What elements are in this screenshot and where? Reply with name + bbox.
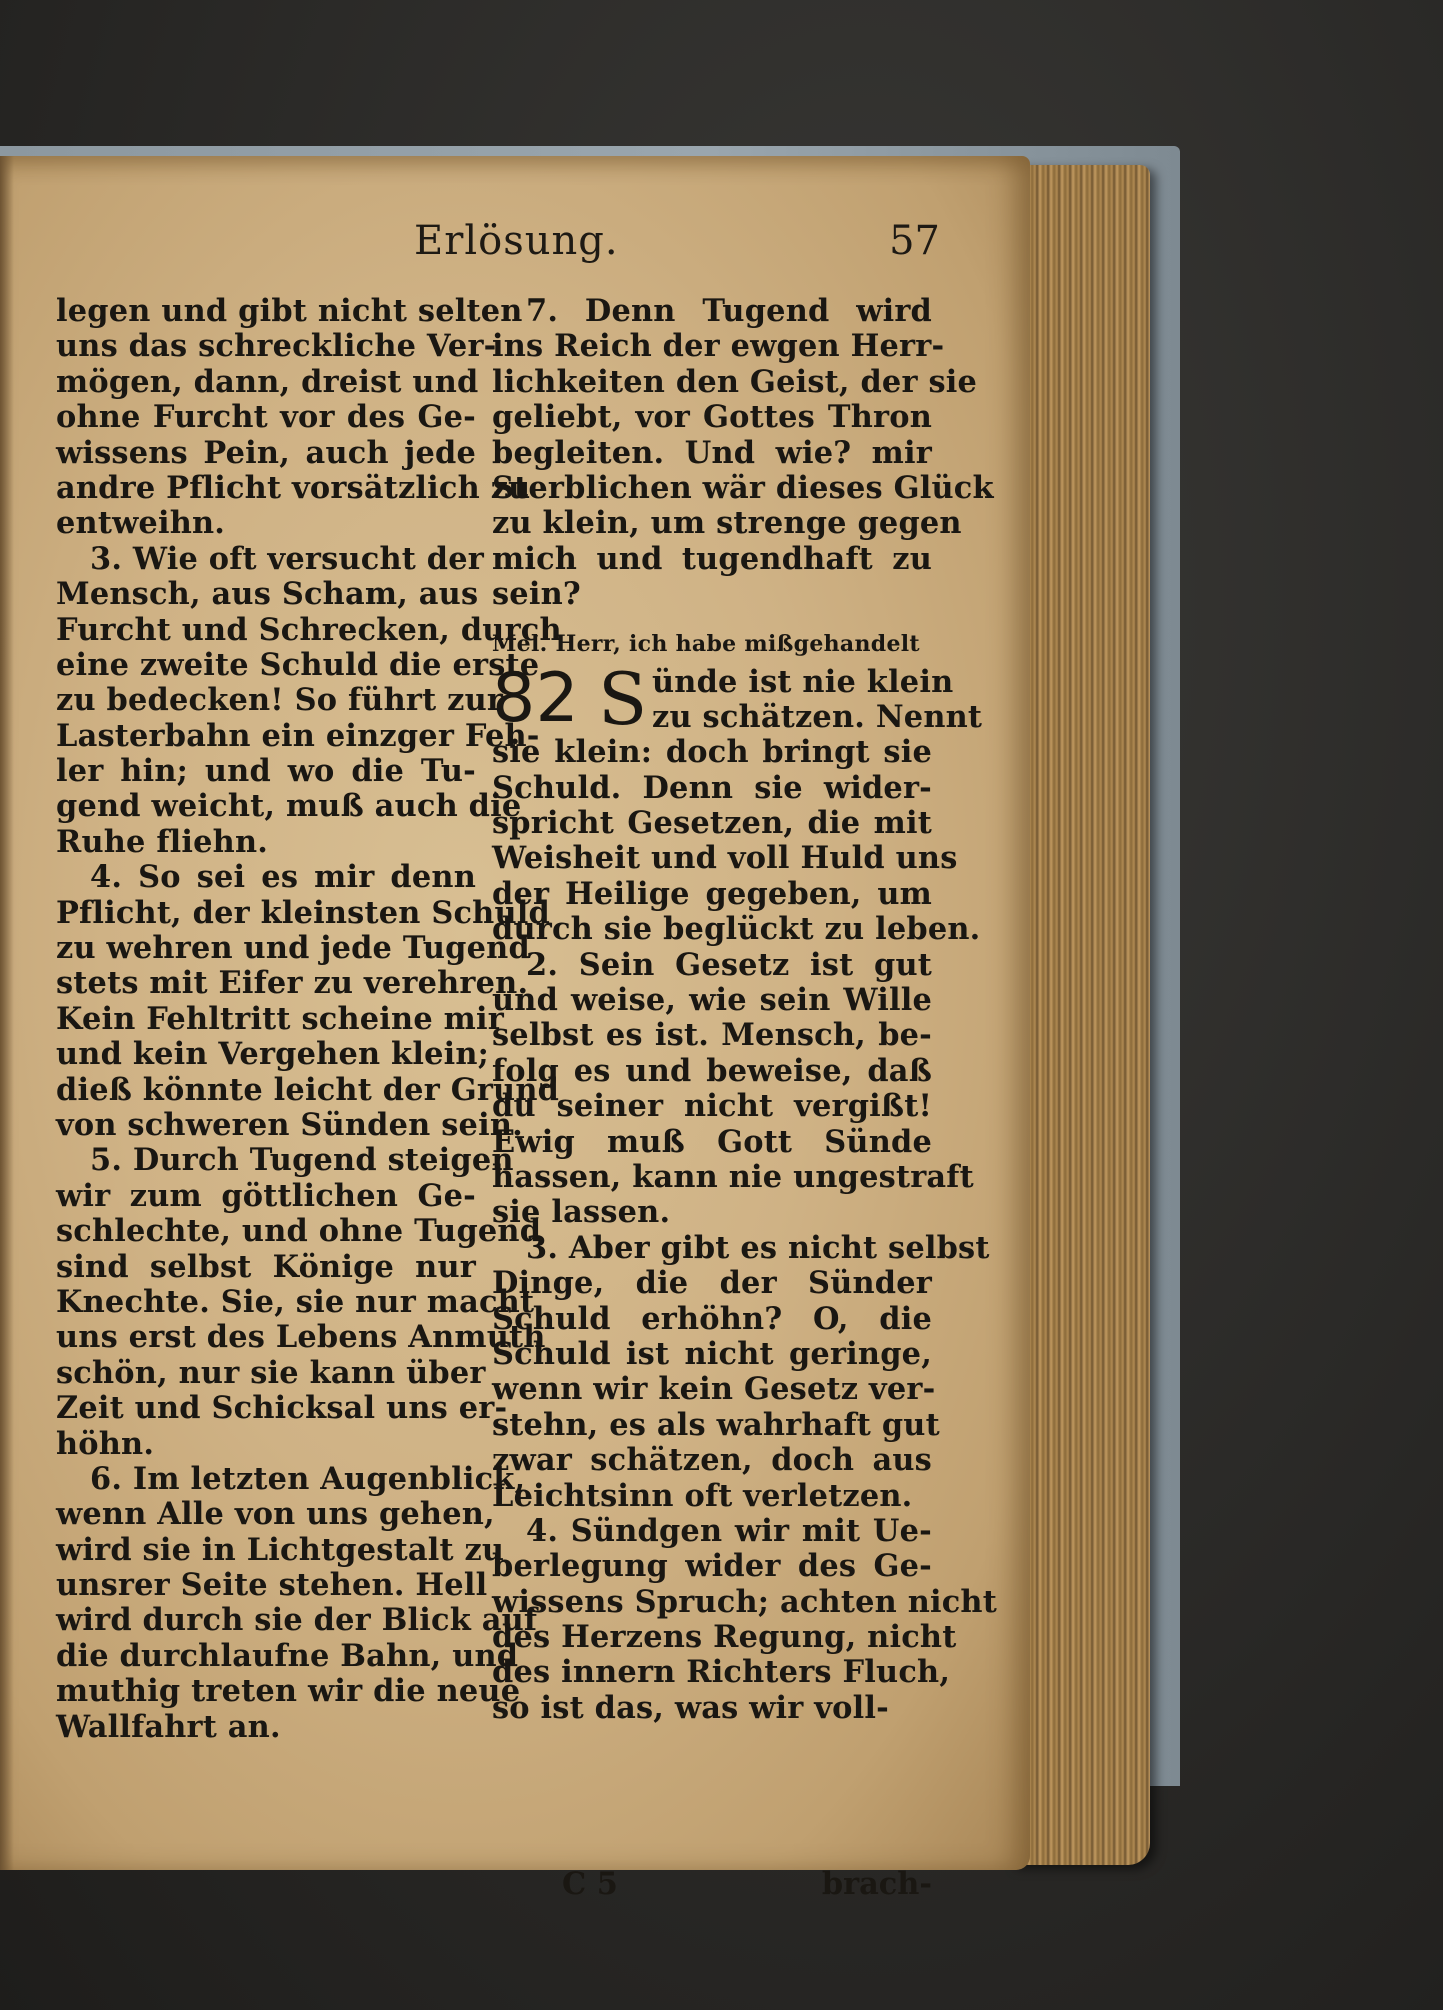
text-line: höhn. (56, 1425, 155, 1462)
text-line: Kein Fehltritt scheine mir (56, 1000, 504, 1037)
text-line: gend weicht, muß auch die (56, 788, 522, 825)
text-line: Knechte. Sie, sie nur macht (56, 1283, 535, 1320)
text-line: mögen, dann, dreist und (56, 363, 479, 400)
text-line: von schweren Sünden sein. (56, 1106, 523, 1143)
text-line: ler hin; und wo die Tu- (56, 753, 476, 790)
text-line: ohne Furcht vor des Ge- (56, 399, 476, 436)
hymn-82-body (492, 734, 997, 1726)
text-line: zwar schätzen, doch aus (492, 1442, 932, 1479)
catchword: brach- (821, 1866, 932, 1902)
text-line: und kein Vergehen klein; (56, 1036, 490, 1073)
text-line: 3. Aber gibt es nicht selbst (526, 1229, 990, 1266)
text-line: uns erst des Lebens Anmuth (56, 1319, 546, 1356)
text-line: schön, nur sie kann über (56, 1354, 486, 1391)
text-line: des innern Richters Fluch, (492, 1654, 951, 1691)
drop-cap: S (598, 656, 648, 741)
hymn-second-line: zu schätzen. Nennt (652, 698, 983, 735)
hymn-opening (492, 656, 983, 741)
text-line: wenn wir kein Gesetz ver- (492, 1371, 936, 1408)
verse-7-block (492, 293, 994, 613)
text-line: eine zweite Schuld die erste (56, 646, 540, 683)
text-line: wird durch sie der Blick auf (56, 1602, 538, 1639)
text-line: 5. Durch Tugend steigen (90, 1142, 514, 1179)
text-line: Dinge, die der Sünder (492, 1265, 932, 1302)
text-line: zu wehren und jede Tugend (56, 930, 530, 967)
page-header (60, 218, 940, 278)
text-line: Furcht und Schrecken, durch (56, 611, 562, 648)
text-line: und weise, wie sein Wille (492, 982, 932, 1019)
text-line: berlegung wider des Ge- (492, 1548, 932, 1585)
text-line: stets mit Eifer zu verehren. (56, 965, 529, 1002)
text-line: uns das schreckliche Ver- (56, 328, 497, 365)
text-line: mich und tugendhaft zu (492, 540, 932, 577)
text-line: entweihn. (56, 505, 226, 542)
text-line: folg es und beweise, daß (492, 1052, 932, 1089)
text-line: Wallfahrt an. (56, 1708, 281, 1745)
text-line: zu klein, um strenge gegen (492, 505, 962, 542)
text-line: wissens Pein, auch jede (56, 434, 476, 471)
text-line: Schuld erhöhn? O, die (492, 1300, 932, 1337)
signature-mark: C 5 (562, 1866, 618, 1902)
text-line: 6. Im letzten Augenblick, (90, 1460, 526, 1497)
text-line: sie lassen. (492, 1194, 671, 1231)
text-line: Sterblichen wär dieses Glück (492, 469, 994, 506)
text-line: andre Pflicht vorsätzlich zu (56, 469, 531, 506)
text-line: sein? (492, 576, 581, 613)
book-page (0, 156, 1030, 1902)
melody-heading: Mel. Herr, ich habe mißgehandelt (492, 630, 920, 657)
text-line: wir zum göttlichen Ge- (56, 1177, 476, 1214)
text-line: dieß könnte leicht der Grund (56, 1071, 560, 1108)
text-line: Schuld. Denn sie wider- (492, 769, 932, 806)
running-title: Erlösung. (414, 218, 619, 264)
text-line: Zeit und Schicksal uns er- (56, 1390, 508, 1427)
text-line: schlechte, und ohne Tugend (56, 1213, 542, 1250)
text-line: des Herzens Regung, nicht (492, 1619, 957, 1656)
text-line: hassen, kann nie ungestraft (492, 1159, 974, 1195)
text-line: wird sie in Lichtgestalt zu (56, 1531, 505, 1568)
text-line: du seiner nicht vergißt! (492, 1088, 932, 1125)
text-line: der Heilige gegeben, um (492, 875, 932, 912)
text-line: Mensch, aus Scham, aus (56, 576, 479, 613)
text-line: selbst es ist. Mensch, be- (492, 1017, 932, 1054)
page-stack-edges (1010, 165, 1150, 1865)
text-line: 4. So sei es mir denn (90, 859, 476, 896)
text-line: Leichtsinn oft verletzen. (492, 1477, 913, 1514)
text-line: 3. Wie oft versucht der (90, 540, 484, 577)
text-line: 4. Sündgen wir mit Ue- (526, 1512, 932, 1549)
text-line: wenn Alle von uns gehen, (56, 1496, 495, 1533)
text-line: stehn, es als wahrhaft gut (492, 1406, 940, 1443)
text-line: zu bedecken! So führt zur (56, 682, 504, 719)
hymn-first-line: ünde ist nie klein (652, 663, 954, 700)
page-spine-shadow (0, 156, 14, 1870)
text-line: durch sie beglückt zu leben. (492, 911, 981, 948)
text-line: begleiten. Und wie? mir (492, 434, 932, 471)
text-line: geliebt, vor Gottes Thron (492, 399, 932, 436)
text-line: spricht Gesetzen, die mit (492, 805, 932, 842)
text-line: sie klein: doch bringt sie (492, 734, 932, 771)
text-line: Schuld ist nicht geringe, (492, 1335, 932, 1372)
text-line: Ewig muß Gott Sünde (492, 1123, 932, 1160)
text-line: die durchlaufne Bahn, und (56, 1637, 519, 1674)
text-line: so ist das, was wir voll- (492, 1689, 889, 1726)
text-line: Weisheit und voll Huld uns (492, 840, 958, 877)
text-line: sind selbst Könige nur (56, 1248, 476, 1285)
hymn-number: 82 (492, 658, 579, 738)
text-line: muthig treten wir die neue (56, 1673, 521, 1710)
text-line: Lasterbahn ein einzger Feh- (56, 717, 540, 754)
text-line: 7. Denn Tugend wird (526, 293, 932, 329)
text-line: lichkeiten den Geist, der sie (492, 363, 978, 400)
text-line: Pflicht, der kleinsten Schuld (56, 894, 550, 931)
text-line: legen und gibt nicht selten (56, 293, 523, 329)
text-line: 2. Sein Gesetz ist gut (526, 946, 932, 983)
text-line: unsrer Seite stehen. Hell (56, 1567, 488, 1604)
text-line: Ruhe fliehn. (56, 823, 269, 860)
text-line: wissens Spruch; achten nicht (492, 1583, 997, 1620)
right-text-column (492, 293, 997, 1726)
page-number: 57 (889, 218, 940, 264)
text-line: ins Reich der ewgen Herr- (492, 328, 945, 365)
